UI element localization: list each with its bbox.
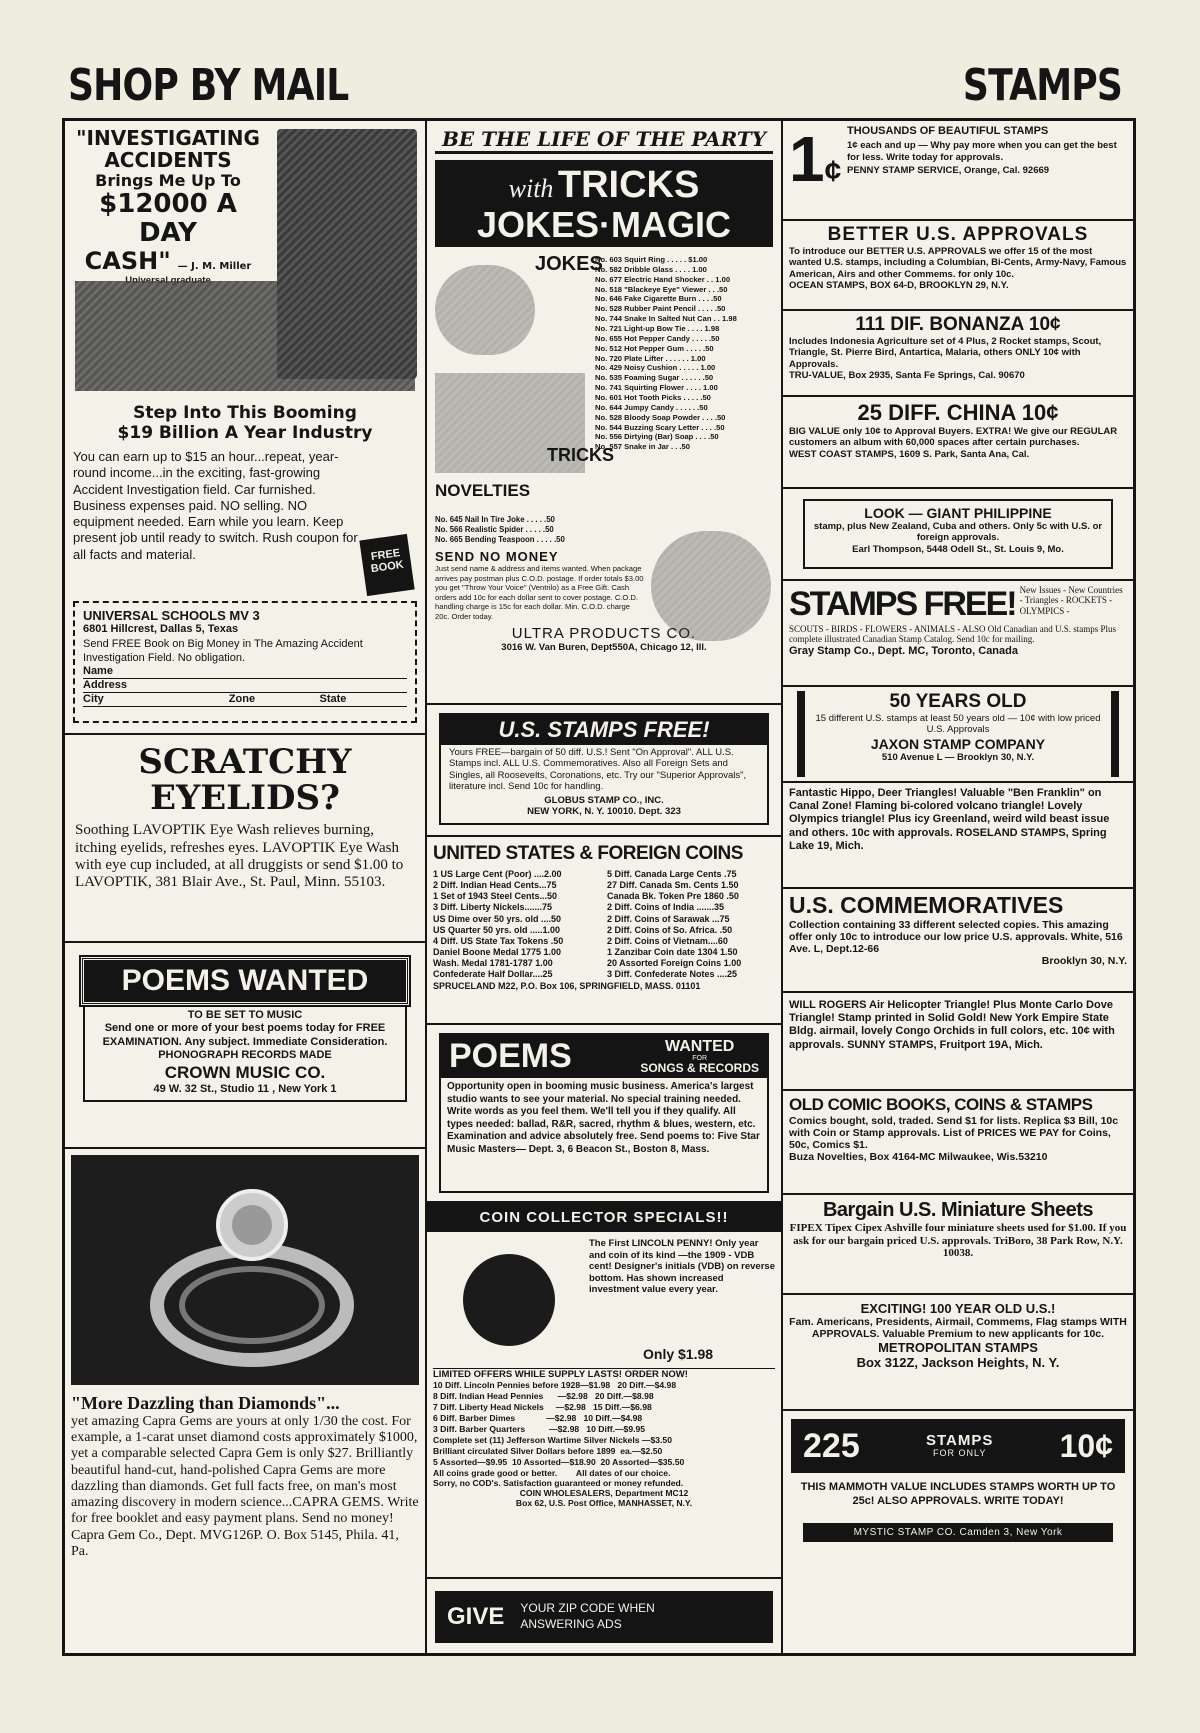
tricks-item: No. 655 Hot Pepper Candy . . . . .50	[595, 333, 720, 343]
tricks-item: No. 544 Buzzing Scary Letter . . . .50	[595, 422, 725, 432]
ad-philippine	[783, 489, 1133, 581]
field-label: Zone	[228, 693, 256, 706]
ad-better-approvals	[783, 221, 1133, 311]
ad-body: Comics bought, sold, traded. Send $1 for lists. Replica $3 Bill, 10c with Coin or Stamp approvals. List of PRICES WE PAY for Coins, 50c, Comics $1.	[789, 1115, 1119, 1152]
tricks-item: No. 601 Hot Tooth Picks . . . . .50	[595, 393, 711, 403]
coin-item: US Quarter 50 yrs. old .....1.00	[433, 924, 561, 935]
ad-stamps-free	[783, 581, 1133, 687]
jokes-label: JOKES	[535, 253, 603, 275]
ad-body: Collection containing 33 different selected copies. This amazing offer only 10c to introduce our low price U.S. approvals. White, 516 Ave. L, Dept.12-66	[789, 919, 1123, 956]
mystic-stamps: STAMPS	[925, 1432, 994, 1450]
tricks-item: No. 741 Squirting Flower . . . . 1.00	[595, 383, 718, 393]
one-cent-mark	[789, 123, 842, 195]
poems-title: POEMS WANTED	[81, 957, 409, 1005]
coin-item: 1 Zanzibar Coin date 1304 1.50	[607, 947, 738, 958]
company-address: OCEAN STAMPS, BOX 64-D, BROOKLYN 29, N.Y.	[789, 280, 1009, 292]
ad-title: BETTER U.S. APPROVALS	[827, 224, 1089, 245]
coin-note: Sorry, no COD's. Satisfaction guaranteed or money refunded.	[433, 1478, 684, 1488]
coin-item: 1 US Large Cent (Poor) ....2.00	[433, 869, 562, 879]
coin-item: Daniel Boone Medal 1775 1.00	[433, 947, 562, 958]
coupon-title: UNIVERSAL SCHOOLS MV 3	[83, 608, 260, 623]
ad-hippo	[783, 783, 1133, 889]
title-tricks: TRICKS	[557, 164, 700, 206]
novelty-item: No. 566 Realistic Spider . . . . .50	[435, 525, 554, 535]
poems2-header	[441, 1035, 767, 1078]
tricks-item: No. 744 Snake In Salted Nut Can . . 1.98	[595, 314, 737, 324]
coin-item: 2 Diff. Coins of Sarawak ...75	[607, 913, 730, 924]
poems2-sub: SONGS & RECORDS	[640, 1061, 759, 1075]
capra-headline: "More Dazzling than Diamonds"...	[71, 1393, 340, 1413]
us-free-box	[439, 713, 769, 825]
poems2-title: POEMS	[449, 1037, 572, 1075]
tricks-item: No. 557 Snake in Jar . . .50	[595, 442, 690, 452]
ad-grid	[62, 118, 1136, 1656]
quote-line: ACCIDENTS	[104, 148, 232, 173]
coin-item: 27 Diff. Canada Sm. Cents 1.50	[607, 880, 739, 891]
ad-body: Opportunity open in booming music business. America's largest studio wants to see your material. No special training needed. Write words as you feel them. We'll tell you if they qualify. All types needed: ballad, R&R, sacred, rhythm & blues, western, etc. Examination and advice absolutely free. Send poems to: Five Star Music Masters— Dept. 3, 6 Beacon St., Boston 8, Mass.	[447, 1081, 760, 1155]
company-name: JAXON STAMP COMPANY	[870, 735, 1046, 752]
company-name: METROPOLITAN STAMPS	[878, 1340, 1038, 1356]
ad-accident-investigation	[65, 121, 425, 735]
ad-body: You can earn up to $15 an hour...repeat, year-round income...in the exciting, fast-growing Accident Investigation field. Car furnished. Business expenses paid. NO selling. NO equipment needed. Earn while you learn. Keep present job until ready to switch. Rush coupon for all facts and material.	[73, 449, 358, 562]
scratchy-title	[75, 742, 415, 818]
company-address: Brooklyn 30, N.Y.	[1041, 955, 1127, 968]
jokes-cartoon	[435, 265, 535, 355]
tricks-items-area	[435, 253, 773, 503]
tricks-title	[435, 160, 773, 247]
us-free-title: U.S. STAMPS FREE!	[441, 715, 767, 745]
car-photo	[75, 281, 415, 391]
coins-title: UNITED STATES & FOREIGN COINS	[433, 843, 743, 864]
field-label: Name	[83, 665, 113, 678]
penny-price: Only $1.98	[643, 1346, 714, 1362]
penny-text: The First LINCOLN PENNY! Only year and coin of its kind —the 1909 - VDB cent! Designer's initials (VDB) on reverse bottom. Has shown increased investment value every year.	[589, 1238, 775, 1296]
coin-offer-row: 3 Diff. Barber Quarters —$2.98 10 Diff.—$9.95	[433, 1424, 646, 1434]
coupon-text: Send FREE Book on Big Money in The Amazing Accident Investigation Field. No obligation.	[83, 638, 363, 664]
quote-line: Brings Me Up To	[95, 170, 241, 190]
ad-body: 15 different U.S. stamps at least 50 years old — 10¢ with low priced U.S. Approvals	[815, 713, 1101, 736]
headline: $19 Billion A Year Industry	[117, 423, 373, 443]
tricks-item: No. 677 Electric Hand Shocker . . 1.00	[595, 274, 731, 284]
ad-body: Yours FREE—bargain of 50 diff. U.S.! Sent "On Approval". ALL U.S. Stamps incl. ALL U.S. Commemoratives. Also all Foreign Sets and Singles, all Roosevelts, Coronations, etc. Try our "Superior Approvals", literature incl. Send 10c for handling.	[449, 747, 747, 793]
company-name: COIN WHOLESALERS, Department MC12	[519, 1488, 689, 1498]
ad-china	[783, 397, 1133, 489]
tricks-item: No. 603 Squirt Ring . . . . . $1.00	[595, 255, 708, 264]
coupon-city-field[interactable]	[83, 693, 407, 707]
mystic-stamps-label	[926, 1433, 993, 1458]
tricks-item: No. 720 Plate Lifter . . . . . . 1.00	[595, 353, 706, 363]
mystic-footer: MYSTIC STAMP CO. Camden 3, New York	[803, 1523, 1113, 1542]
poems2-box	[439, 1033, 769, 1193]
company-address: TRU-VALUE, Box 2935, Santa Fe Springs, Cal. 90670	[789, 370, 1025, 382]
ad-title: 111 DIF. BONANZA 10¢	[855, 314, 1061, 335]
coins-lists	[433, 869, 775, 981]
ad-body: yet amazing Capra Gems are yours at only 1/30 the cost. For example, a 1-carat unset diamond costs approximately $1000, yet a comparable selected Capra Gem is only $27. Brilliantly beautiful hand-cut, hand-polished Capra Gems are more dazzling than diamonds. Get full facts free, on man's most amazing discovery in modern science...CAPRA GEMS. Write for free booklet and easy payment plans. Send no money! Capra Gem Co., Dept. MVG126P. O. Box 5145, Phila. 41, Pa.	[71, 1414, 419, 1559]
title-with: with	[508, 174, 554, 203]
company-address: PENNY STAMP SERVICE, Orange, Cal. 92669	[847, 165, 1050, 177]
zip-banner	[435, 1591, 773, 1643]
poems-sub: TO BE SET TO MUSIC	[187, 1009, 303, 1021]
limited-offers: LIMITED OFFERS WHILE SUPPLY LASTS! ORDER NOW!	[433, 1368, 775, 1380]
company-address: 510 Avenue L — Brooklyn 30, N.Y.	[881, 751, 1035, 763]
coins-left-list	[433, 869, 601, 981]
capra-text	[71, 1393, 419, 1560]
coupon-name-field[interactable]	[83, 665, 407, 679]
ad-body: Fam. Americans, Presidents, Airmail, Commems, Flag stamps WITH APPROVALS. Valuable Premium to new applicants for 10c.	[789, 1316, 1127, 1341]
company-address: Box 62, U.S. Post Office, MANHASSET, N.Y.	[515, 1498, 693, 1508]
tricks-item: No. 512 Hot Pepper Gum . . . . .50	[595, 343, 714, 353]
coin-item: 3 Diff. Liberty Nickels.......75	[433, 902, 553, 913]
tricks-item: No. 646 Fake Cigarette Burn . . . .50	[595, 294, 722, 304]
coin-offer-row: Complete set (11) Jefferson Wartime Silver Nickels —$3.50	[433, 1435, 672, 1445]
company-name: ULTRA PRODUCTS CO.	[511, 625, 697, 643]
tricks-item: No. 535 Foaming Sugar . . . . . .50	[595, 373, 714, 383]
ad-penny-stamp	[783, 121, 1133, 221]
title-jokes: JOKES·MAGIC	[476, 204, 732, 245]
ad-body: THIS MAMMOTH VALUE INCLUDES STAMPS WORTH UP TO 25c! ALSO APPROVALS. WRITE TODAY!	[800, 1481, 1116, 1507]
coin-offer-row: 5 Assorted—$9.95 10 Assorted—$18.90 20 Assorted—$35.50	[433, 1457, 685, 1467]
quote-line: CASH"	[84, 246, 171, 275]
philippine-box	[803, 499, 1113, 569]
company-name: CROWN MUSIC CO.	[164, 1062, 326, 1082]
coin-item: 20 Assorted Foreign Coins 1.00	[607, 958, 742, 969]
coupon-address-field[interactable]	[83, 679, 407, 693]
ad-body: Fantastic Hippo, Deer Triangles! Valuable "Ben Franklin" on Canal Zone! Flaming bi-colored volcano triangle! Lovely Olympics triangle! Plus icy Greenland, weird wild beast issue and others. 10c with approvals. ROSELAND STAMPS, Spring Lake 19, Mich.	[789, 787, 1110, 852]
penny-block	[433, 1232, 775, 1364]
ad-fifty-years-old	[783, 687, 1133, 783]
penny-text-block	[847, 125, 1127, 177]
field-label: City	[83, 693, 104, 706]
coin-item: 3 Diff. Confederate Notes ....25	[607, 969, 738, 980]
fifty-box	[797, 691, 1119, 777]
ad-body: stamp, plus New Zealand, Cuba and others. Only 5c with U.S. or foreign approvals.	[813, 521, 1103, 544]
tricks-item: No. 644 Jumpy Candy . . . . . .50	[595, 402, 708, 412]
ring-icon	[71, 1155, 419, 1385]
coin-item: 2 Diff. Coins of India .......35	[607, 902, 725, 913]
coin-collector-rows	[433, 1380, 775, 1468]
field-label: Address	[83, 679, 128, 692]
tricks-item: No. 528 Bloody Soap Powder . . . .50	[595, 412, 726, 422]
quote-line: "INVESTIGATING	[76, 126, 260, 150]
tricks-label: TRICKS	[547, 445, 614, 465]
zip-text	[520, 1601, 654, 1632]
free-book-badge: FREE BOOK	[359, 534, 414, 596]
company-address: 3016 W. Van Buren, Dept550A, Chicago 12, Ill.	[501, 642, 707, 654]
ad-comic-books	[783, 1091, 1133, 1195]
company-address: Box 312Z, Jackson Heights, N. Y.	[856, 1355, 1060, 1371]
coin-item: 5 Diff. Canada Large Cents .75	[607, 869, 737, 879]
ad-body: Just send name & address and items wanted. When package arrives pay postman plus C.O.D. postage. If order totals $3.00 you get "Throw Your Voice" (Ventrilo) as a Free Gift. Cash orders add 10c for each dollar sent to cover postage. C.O.D. handling charge is 15c for each dollar. Min. C.O.D. charge 20c. Order today.	[435, 564, 644, 621]
ad-title: Bargain U.S. Miniature Sheets	[822, 1199, 1093, 1221]
zip-line: ANSWERING ADS	[520, 1617, 622, 1631]
ad-body: BIG VALUE only 10¢ to Approval Buyers. EXTRA! We give our REGULAR customers an album with 60,000 spaces after certain purchases.	[789, 426, 1118, 449]
ad-body: Includes Indonesia Agriculture set of 4 Plus, 2 Rocket stamps, Scout, Triangle, St. Pierre Bird, Antartica, Malaria, others ONLY 10¢ with Approvals.	[789, 336, 1102, 370]
novelty-item-list	[435, 515, 635, 545]
ad-us-commemoratives	[783, 889, 1133, 993]
clown-cartoon	[651, 531, 771, 641]
novelties-label: NOVELTIES	[435, 481, 531, 500]
ad-body: Send one or more of your best poems today for FREE EXAMINATION. Any subject. Immediate Consideration.	[102, 1022, 388, 1048]
mystic-for-only: FOR ONLY	[933, 1448, 987, 1459]
ad-title: 25 DIFF. CHINA 10¢	[857, 400, 1059, 425]
tricks-item: No. 528 Rubber Paint Pencil . . . . .50	[595, 304, 726, 314]
coin-offer-row: Brilliant circulated Silver Dollars before 1899 ea.—$2.50	[433, 1446, 663, 1456]
ad-us-foreign-coins	[427, 837, 781, 1025]
company-address: Buza Novelties, Box 4164-MC Milwaukee, Wis.53210	[789, 1151, 1048, 1164]
coin-item: 1 Set of 1943 Steel Cents...50	[433, 891, 558, 902]
ad-coin-collector-specials	[427, 1203, 781, 1579]
headline: Step Into This Booming	[133, 403, 357, 423]
poems2-subhead	[640, 1039, 759, 1074]
coin-note: All coins grade good or better. All dates of our choice.	[433, 1468, 671, 1478]
ad-title: U.S. COMMEMORATIVES	[789, 892, 1064, 918]
column-middle	[427, 121, 783, 1653]
tricks-item-list	[595, 255, 773, 452]
coins-footer: SPRUCELAND M22, P.O. Box 106, SPRINGFIELD, MASS. 01101	[433, 980, 701, 991]
ad-title: THOUSANDS OF BEAUTIFUL STAMPS	[847, 125, 1049, 137]
ad-mystic-stamp	[783, 1411, 1133, 1656]
ad-body: WILL ROGERS Air Helicopter Triangle! Plus Monte Carlo Dove Triangle! Stamp printed in Solid Gold! New York Empire State Bldg. airmail, lovely Congo Orchids in full colors, etc. 10¢ with approvals. SUNNY STAMPS, Fruitport 19A, Mich.	[789, 999, 1115, 1051]
coin-offer-row: 7 Diff. Liberty Head Nickels —$2.98 15 Diff.—$6.98	[433, 1402, 652, 1412]
coin-item: Confederate Half Dollar....25	[433, 969, 553, 980]
send-no-money: SEND NO MONEY	[435, 549, 559, 565]
ad-title: OLD COMIC BOOKS, COINS & STAMPS	[789, 1095, 1093, 1114]
stamps-free-side: New Issues - New Countries - Triangles - ROCKETS - OLYMPICS -	[1019, 585, 1123, 616]
company-address: 49 W. 32 St., Studio 11 , New York 1	[153, 1082, 337, 1095]
poems2-for: FOR	[692, 1055, 708, 1062]
coin-item: Wash. Medal 1781-1787 1.00	[433, 958, 553, 969]
ad-body: To introduce our BETTER U.S. APPROVALS we offer 15 of the most wanted U.S. stamps, including a Columbian, Bi-Cents, Army-Navy, Famous American, Airs and other Commems. for only 10c.	[789, 246, 1127, 280]
coin-offer-row: 8 Diff. Indian Head Pennies —$2.98 20 Diff.—$8.98	[433, 1391, 654, 1401]
ad-body: SCOUTS - BIRDS - FLOWERS - ANIMALS - ALSO Old Canadian and U.S. stamps Plus complete illustrated Canadian Stamp Catalog. Send 10c for mailing.	[789, 624, 1117, 645]
ad-tricks-jokes-magic	[427, 121, 781, 705]
mystic-price: 10¢	[1059, 1427, 1113, 1464]
ad-title: LOOK — GIANT PHILIPPINE	[864, 505, 1052, 521]
ad-hundred-year	[783, 1295, 1133, 1411]
tricks-item: No. 556 Dirtying (Bar) Soap . . . .50	[595, 432, 719, 442]
coin-collector-title: COIN COLLECTOR SPECIALS!!	[427, 1203, 781, 1232]
column-left	[65, 121, 427, 1653]
company-address: Gray Stamp Co., Dept. MC, Toronto, Canada	[789, 644, 1018, 657]
company-name: GLOBUS STAMP CO., INC.	[544, 794, 664, 806]
penny-icon	[463, 1254, 555, 1346]
tricks-item: No. 518 "Blackeye Eye" Viewer . . .50	[595, 284, 728, 294]
quote-line: $12000 A DAY	[99, 188, 237, 248]
ad-bonanza	[783, 311, 1133, 397]
coin-item: 2 Diff. Coins of So. Africa. .50	[607, 924, 733, 935]
ad-us-stamps-free	[427, 705, 781, 837]
poems-box	[83, 1005, 407, 1102]
mystic-banner	[791, 1419, 1125, 1473]
ad-capra-gems	[65, 1149, 425, 1656]
ad-body: Soothing LAVOPTIK Eye Wash relieves burning, itching eyelids, refreshes eyes. LAVOPTIK Eye Wash with eye cup included, at all druggists or send $1.00 to LAVOPTIK, 381 Blair Ave., St. Paul, Minn. 55103.	[75, 822, 404, 891]
cent-symbol: ¢	[824, 155, 842, 188]
coin-item: Canada Bk. Token Pre 1860 .50	[607, 891, 739, 902]
title-line: EYELIDS?	[150, 777, 340, 818]
ad-body: FIPEX Tipex Cipex Ashville four miniature sheets used for $1.00. If you ask for our bargain priced U.S. approvals. TriBoro, 38 Park Row, N.Y. 10038.	[789, 1222, 1127, 1260]
one-cent-number: 1	[789, 123, 825, 195]
novelty-item: No. 645 Nail In Tire Joke . . . . .50	[435, 515, 555, 524]
company-address: Earl Thompson, 5448 Odell St., St. Louis 9, Mo.	[852, 543, 1064, 555]
ad-zip-code	[427, 1579, 781, 1656]
quote-author: — J. M. Miller	[177, 260, 252, 272]
novelty-item: No. 665 Bending Teaspoon . . . . .50	[435, 535, 565, 545]
ad-title: EXCITING! 100 YEAR OLD U.S.!	[860, 1301, 1056, 1316]
coin-item: 2 Diff. Coins of Vietnam....60	[607, 935, 728, 946]
section-header-stamps: STAMPS	[962, 60, 1122, 111]
company-address: WEST COAST STAMPS, 1609 S. Park, Santa Ana, Cal.	[789, 448, 1030, 460]
stamps-free-title: STAMPS FREE!	[789, 585, 1016, 623]
ad-scratchy-eyelids	[65, 735, 425, 943]
coin-item: 2 Diff. Indian Head Cents...75	[433, 880, 557, 891]
coupon[interactable]	[73, 601, 417, 723]
ad-poems-wanted	[65, 943, 425, 1149]
coin-item: US Dime over 50 yrs. old ....50	[433, 913, 562, 924]
zip-line: YOUR ZIP CODE WHEN	[520, 1601, 655, 1616]
testimonial-quote	[73, 127, 263, 286]
field-label: State	[319, 693, 347, 706]
poems-records: PHONOGRAPH RECORDS MADE	[158, 1049, 332, 1062]
zip-give: GIVE	[447, 1603, 505, 1630]
title-line: SCRATCHY	[138, 742, 352, 782]
poems2-wanted: WANTED	[664, 1038, 735, 1055]
ring-photo	[71, 1155, 419, 1385]
ad-miniature-sheets	[783, 1195, 1133, 1295]
ad-will-rogers	[783, 993, 1133, 1091]
stamps-free-head	[789, 585, 1127, 624]
ad-title: 50 YEARS OLD	[889, 691, 1027, 712]
ad-poems-songs	[427, 1025, 781, 1203]
ad-body: 1¢ each and up — Why pay more when you can get the best for less. Write today for approvals.	[847, 140, 1117, 163]
coin-item: 4 Diff. US State Tax Tokens .50	[433, 935, 564, 946]
tricks-item: No. 721 Light-up Bow Tie . . . . 1.98	[595, 324, 720, 334]
coin-offer-row: 6 Diff. Barber Dimes —$2.98 10 Diff.—$4.98	[433, 1413, 643, 1423]
coupon-address: 6801 Hillcrest, Dallas 5, Texas	[83, 623, 239, 635]
section-header-shop-by-mail: SHOP BY MAIL	[68, 60, 349, 111]
tricks-item: No. 429 Noisy Cushion . . . . . 1.00	[595, 363, 716, 373]
tricks-item: No. 582 Dribble Glass . . . . 1.00	[595, 264, 707, 274]
column-right	[783, 121, 1133, 1653]
tricks-banner: BE THE LIFE OF THE PARTY	[435, 127, 773, 154]
company-address: NEW YORK, N. Y. 10010. Dept. 323	[527, 805, 681, 817]
mystic-count: 225	[803, 1426, 860, 1465]
coin-offer-row: 10 Diff. Lincoln Pennies before 1928—$1.98 20 Diff.—$4.98	[433, 1380, 677, 1390]
coins-right-list	[607, 869, 775, 981]
